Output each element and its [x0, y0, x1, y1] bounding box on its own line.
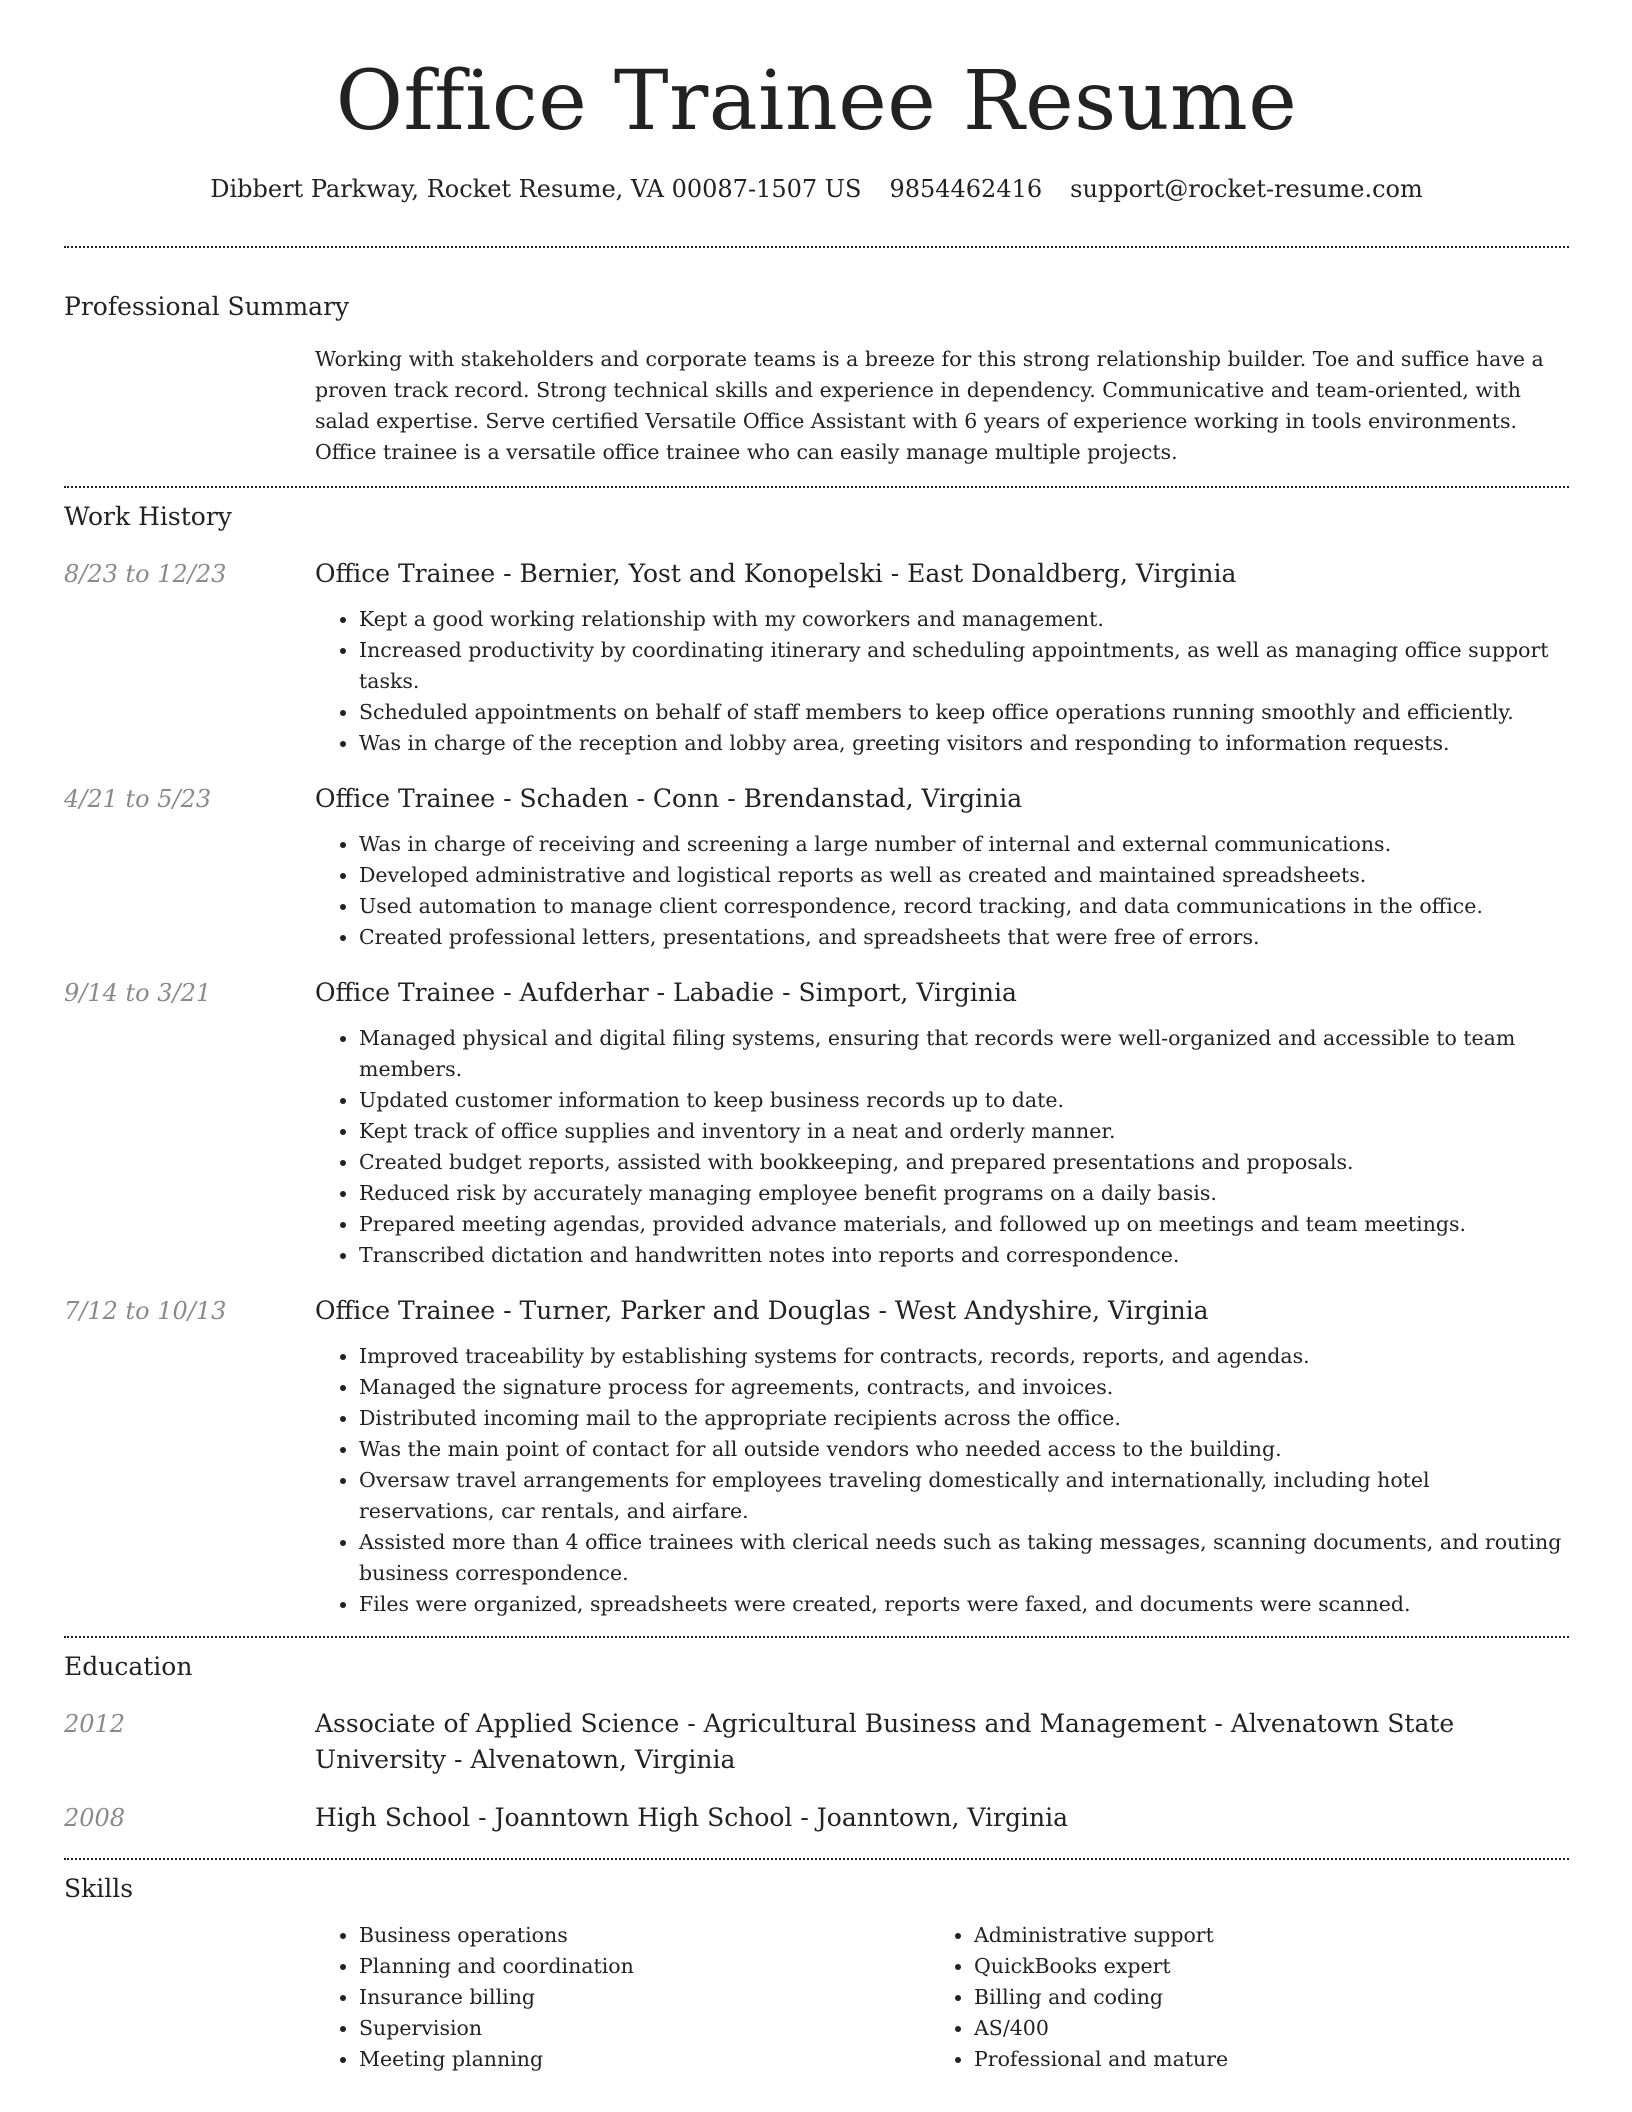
work-entry — [64, 975, 1569, 1271]
education-date: 2012 — [64, 1710, 126, 1738]
skill-item: • Insurance billing — [359, 1982, 930, 2013]
work-bullet: • Developed administrative and logistical reports as well as created and maintained spreadsheets. — [359, 860, 1569, 891]
work-entry-body — [315, 1293, 1569, 1620]
work-bullet: • Kept track of office supplies and inventory in a neat and orderly manner. — [359, 1116, 1569, 1147]
education-date: 2008 — [64, 1804, 126, 1832]
work-bullet: • Was in charge of receiving and screening a large number of internal and external communications. — [359, 829, 1569, 860]
work-bullet: • Was the main point of contact for all outside vendors who needed access to the building. — [359, 1434, 1569, 1465]
work-heading: Office Trainee - Schaden - Conn - Brendanstad, Virginia — [315, 784, 1023, 813]
education-heading — [315, 1800, 1569, 1836]
work-bullet: • Files were organized, spreadsheets were created, reports were faxed, and documents were scanned. — [359, 1589, 1569, 1620]
skill-item: • Supervision — [359, 2013, 930, 2044]
education-school: - Joanntown High School - Joanntown, Virginia — [470, 1803, 1069, 1832]
work-bullet: • Reduced risk by accurately managing employee benefit programs on a daily basis. — [359, 1178, 1569, 1209]
work-bullet: • Transcribed dictation and handwritten notes into reports and correspondence. — [359, 1240, 1569, 1271]
resume-title: Office Trainee Resume — [335, 54, 1298, 149]
work-date: 4/21 to 5/23 — [64, 785, 212, 813]
skills-column-right — [930, 1920, 1545, 2075]
work-entry — [64, 781, 1569, 953]
work-heading: Office Trainee - Turner, Parker and Douglas - West Andyshire, Virginia — [315, 1296, 1209, 1325]
education-entry-body — [315, 1800, 1569, 1836]
education-entry — [64, 1706, 1569, 1778]
education-degree: Associate of Applied Science - Agricultural Business and Management — [315, 1709, 1207, 1738]
divider — [64, 1636, 1569, 1638]
skill-item: • Planning and coordination — [359, 1951, 930, 1982]
work-history-heading: Work History — [64, 502, 232, 531]
skill-item: • Meeting planning — [359, 2044, 930, 2075]
education-school: - Alvenatown State University - Alvenatown, Virginia — [315, 1709, 1455, 1774]
work-bullets — [315, 604, 1569, 759]
work-entry — [64, 1293, 1569, 1620]
work-date: 7/12 to 10/13 — [64, 1297, 227, 1325]
education-heading — [315, 1706, 1569, 1778]
skill-item: • Administrative support — [974, 1920, 1545, 1951]
work-bullet: • Created professional letters, presentations, and spreadsheets that were free of errors. — [359, 922, 1569, 953]
work-bullet: • Managed the signature process for agreements, contracts, and invoices. — [359, 1372, 1569, 1403]
work-bullets — [315, 1023, 1569, 1271]
work-bullet: • Managed physical and digital filing systems, ensuring that records were well-organized and accessible to team members. — [359, 1023, 1569, 1085]
divider — [64, 246, 1569, 248]
work-bullets — [315, 829, 1569, 953]
summary-text: Working with stakeholders and corporate teams is a breeze for this strong relationship builder. Toe and suffice have a proven track record. Strong technical skills and experience in dependency. Communicative and team-oriented, with salad expertise. Serve certified Versatile Office Assistant with 6 years of experience working in tools environments. Office trainee is a versatile office trainee who can easily manage multiple projects. — [315, 347, 1544, 464]
work-bullets — [315, 1341, 1569, 1620]
contact-address: Dibbert Parkway, Rocket Resume, VA 00087-1507 US — [210, 175, 862, 203]
skill-item: • Professional and mature — [974, 2044, 1545, 2075]
resume-page — [64, 0, 1569, 2075]
work-bullet: • Prepared meeting agendas, provided advance materials, and followed up on meetings and team meetings. — [359, 1209, 1569, 1240]
work-bullet: • Kept a good working relationship with my coworkers and management. — [359, 604, 1569, 635]
work-bullet: • Used automation to manage client correspondence, record tracking, and data communications in the office. — [359, 891, 1569, 922]
skills-column-left — [315, 1920, 930, 2075]
work-bullet: • Was in charge of the reception and lobby area, greeting visitors and responding to information requests. — [359, 728, 1569, 759]
skill-item: • QuickBooks expert — [974, 1951, 1545, 1982]
work-date: 9/14 to 3/21 — [64, 979, 212, 1007]
skills-grid — [315, 1920, 1569, 2075]
work-history-list — [64, 556, 1569, 1620]
work-bullet: • Increased productivity by coordinating itinerary and scheduling appointments, as well as managing office support tasks. — [359, 635, 1569, 697]
work-heading: Office Trainee - Bernier, Yost and Konopelski - East Donaldberg, Virginia — [315, 559, 1237, 588]
work-bullet: • Improved traceability by establishing systems for contracts, records, reports, and agendas. — [359, 1341, 1569, 1372]
divider — [64, 486, 1569, 488]
work-bullet: • Created budget reports, assisted with bookkeeping, and prepared presentations and proposals. — [359, 1147, 1569, 1178]
work-entry-body — [315, 975, 1569, 1271]
work-bullet: • Oversaw travel arrangements for employees traveling domestically and internationally, including hotel reservations, car rentals, and airfare. — [359, 1465, 1569, 1527]
education-heading: Education — [64, 1652, 193, 1681]
skill-item: • Billing and coding — [974, 1982, 1545, 2013]
education-entry-body — [315, 1706, 1569, 1778]
contact-email[interactable]: support@rocket-resume.com — [1070, 175, 1423, 203]
divider — [64, 1858, 1569, 1860]
summary-heading: Professional Summary — [64, 292, 350, 321]
skills-heading: Skills — [64, 1874, 134, 1903]
work-entry-body — [315, 781, 1569, 953]
education-entry — [64, 1800, 1569, 1836]
education-degree: High School — [315, 1803, 471, 1832]
education-list — [64, 1706, 1569, 1836]
work-bullet: • Distributed incoming mail to the appropriate recipients across the office. — [359, 1403, 1569, 1434]
skill-item: • Business operations — [359, 1920, 930, 1951]
skill-item: • AS/400 — [974, 2013, 1545, 2044]
work-entry-body — [315, 556, 1569, 759]
work-bullet: • Updated customer information to keep business records up to date. — [359, 1085, 1569, 1116]
contact-line — [64, 172, 1569, 206]
work-heading: Office Trainee - Aufderhar - Labadie - Simport, Virginia — [315, 978, 1017, 1007]
work-entry — [64, 556, 1569, 759]
work-bullet: • Assisted more than 4 office trainees with clerical needs such as taking messages, scanning documents, and routing business correspondence. — [359, 1527, 1569, 1589]
contact-phone: 9854462416 — [889, 175, 1043, 203]
work-bullet: • Scheduled appointments on behalf of staff members to keep office operations running smoothly and efficiently. — [359, 697, 1569, 728]
work-date: 8/23 to 12/23 — [64, 560, 227, 588]
